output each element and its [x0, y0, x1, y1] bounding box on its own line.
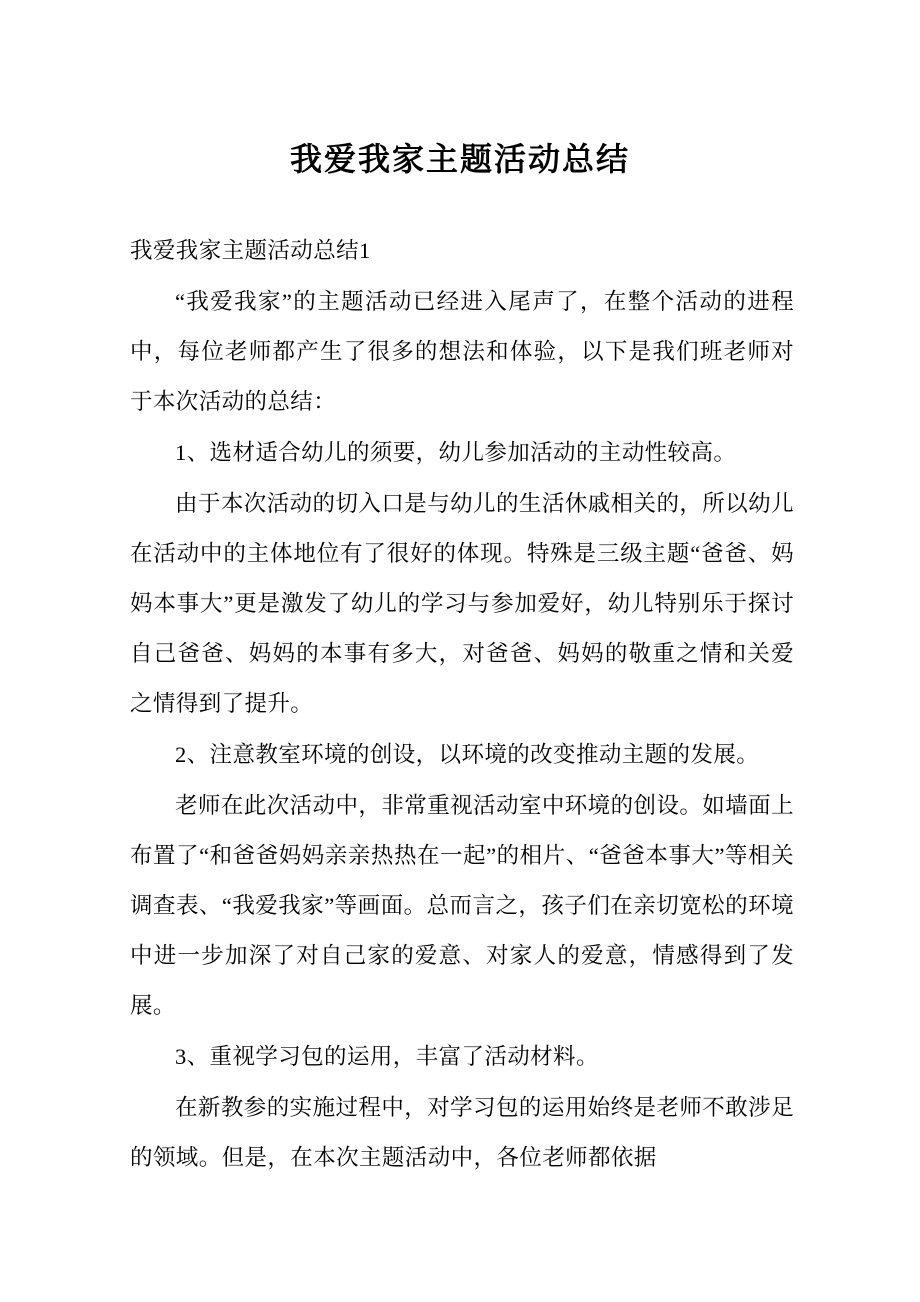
page-title: 我爱我家主题活动总结 [289, 141, 630, 177]
paragraph-0: 我爱我家主题活动总结1 [130, 238, 371, 264]
paragraph-1: “我爱我家”的主题活动已经进入尾声了，在整个活动的进程中，每位老师都产生了很多的想法和体验，以下是我们班老师对于本次活动的总结： [130, 289, 794, 415]
paragraph-3: 由于本次活动的切入口是与幼儿的生活休戚相关的，所以幼儿在活动中的主体地位有了很好的体现。特殊是三级主题“爸爸、妈妈本事大”更是激发了幼儿的学习与参加爱好，幼儿特别乐于探讨自己爸爸、妈妈的本事有多大，对爸爸、妈妈的敬重之情和关爱之情得到了提升。 [130, 491, 794, 717]
paragraph-2: 1、选材适合幼儿的须要，幼儿参加活动的主动性较高。 [175, 440, 737, 466]
paragraph-6: 3、重视学习包的运用，丰富了活动材料。 [175, 1044, 599, 1070]
paragraph-7: 在新教参的实施过程中，对学习包的运用始终是老师不敢涉足的领域。但是，在本次主题活动中，各位老师都依据 [130, 1095, 794, 1171]
document-body [0, 226, 920, 1183]
paragraph-4: 2、注意教室环境的创设，以环境的改变推动主题的发展。 [175, 742, 760, 768]
paragraph-5: 老师在此次活动中，非常重视活动室中环境的创设。如墙面上布置了“和爸爸妈妈亲亲热热在一起”的相片、“爸爸本事大”等相关调查表、“我爱我家”等画面。总而言之，孩子们在亲切宽松的环境中进一步加深了对自己家的爱意、对家人的爱意，情感得到了发展。 [130, 793, 794, 1019]
